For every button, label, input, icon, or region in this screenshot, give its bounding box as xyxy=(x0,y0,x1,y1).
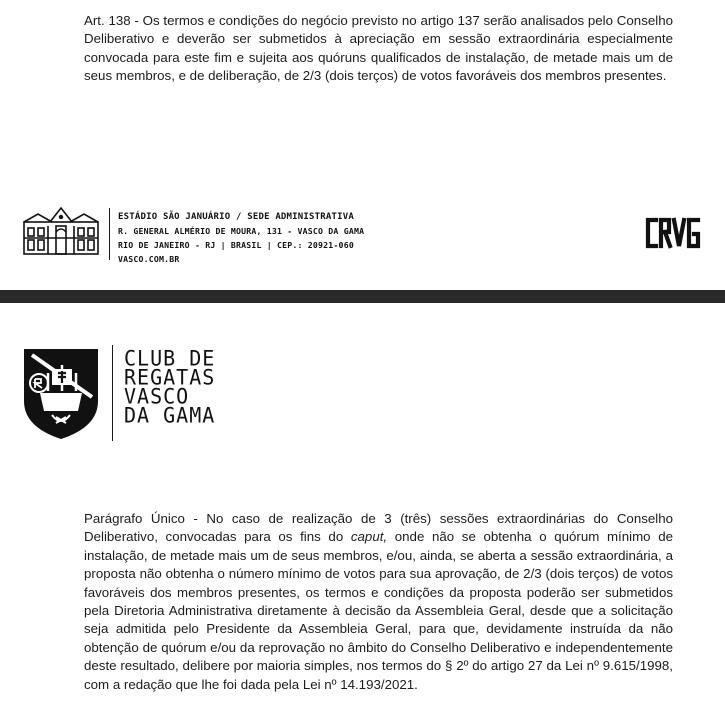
club-name-line-3: VASCO xyxy=(124,383,190,409)
club-header xyxy=(22,345,222,445)
paragrafo-unico-paragraph xyxy=(84,510,673,694)
paragraph-text-end: onde não se obtenha o quórum mínimo de instalação, de metade mais um de seus membros, e/ou, ainda, se aberta a sessão extraordinária, a proposta não obtenha o número mínimo de votos para sua aprovação, de 2/3 (dois terços) de votos favoráveis dos membros presentes, os termos e condições da proposta poderão ser submetidos pela Diretoria Administrativa diretamente à decisão da Assembleia Geral, desde que a solicitação seja admitida pelo Presidente da Assembleia Geral, para que, devidamente instruída da não obtenção de quórum e/ou da reprovação no âmbito do Conselho Deliberativo e independentemente deste resultado, delibere por maioria simples, nos termos do § 2º do artigo 27 da Lei nº 9.615/1998, com a redação que lhe foi dada pela Lei nº 14.193/2021. xyxy=(84,529,673,692)
page-footer xyxy=(22,206,702,270)
stadium-building-icon xyxy=(22,206,100,256)
footer-address-block xyxy=(118,210,364,266)
article-138-paragraph: Art. 138 - Os termos e condições do negócio previsto no artigo 137 serão analisados pelo Conselho Deliberativo e deverão ser submetidos à apreciação em sessão extraordinária especialmente convocada para este fim e sujeita aos quóruns qualificados de instalação, de metade mais um de seus membros, e de deliberação, de 2/3 (dois terços) de votos favoráveis dos membros presentes. xyxy=(84,13,673,83)
footer-title: ESTÁDIO SÃO JANUÁRIO / SEDE ADMINISTRATIVA xyxy=(118,212,354,222)
club-name-line-4: DA GAMA xyxy=(124,402,216,428)
club-name-wordmark xyxy=(124,345,216,428)
footer-street: R. GENERAL ALMÉRIO DE MOURA, 131 - VASCO DA GAMA xyxy=(118,226,365,236)
club-name-line-2: REGATAS xyxy=(124,364,216,390)
footer-divider xyxy=(109,208,110,260)
paragraph-caput-italic: caput, xyxy=(350,529,388,545)
footer-website: VASCO.COM.BR xyxy=(118,254,180,264)
footer-city: RIO DE JANEIRO - RJ | BRASIL | CEP.: 20921-060 xyxy=(118,240,354,250)
paragraph-text-start: Parágrafo Único - No caso de realização de 3 (três) sessões extraordinárias do Conselho Deliberativo, convocadas para os fins do xyxy=(84,511,673,545)
document-page-1 xyxy=(0,0,725,290)
club-header-divider xyxy=(112,345,113,441)
club-name-line-1: CLUB DE xyxy=(124,345,216,371)
vasco-crest-icon xyxy=(22,345,100,441)
page-break-bar xyxy=(0,290,725,303)
crvg-logo xyxy=(644,214,702,252)
